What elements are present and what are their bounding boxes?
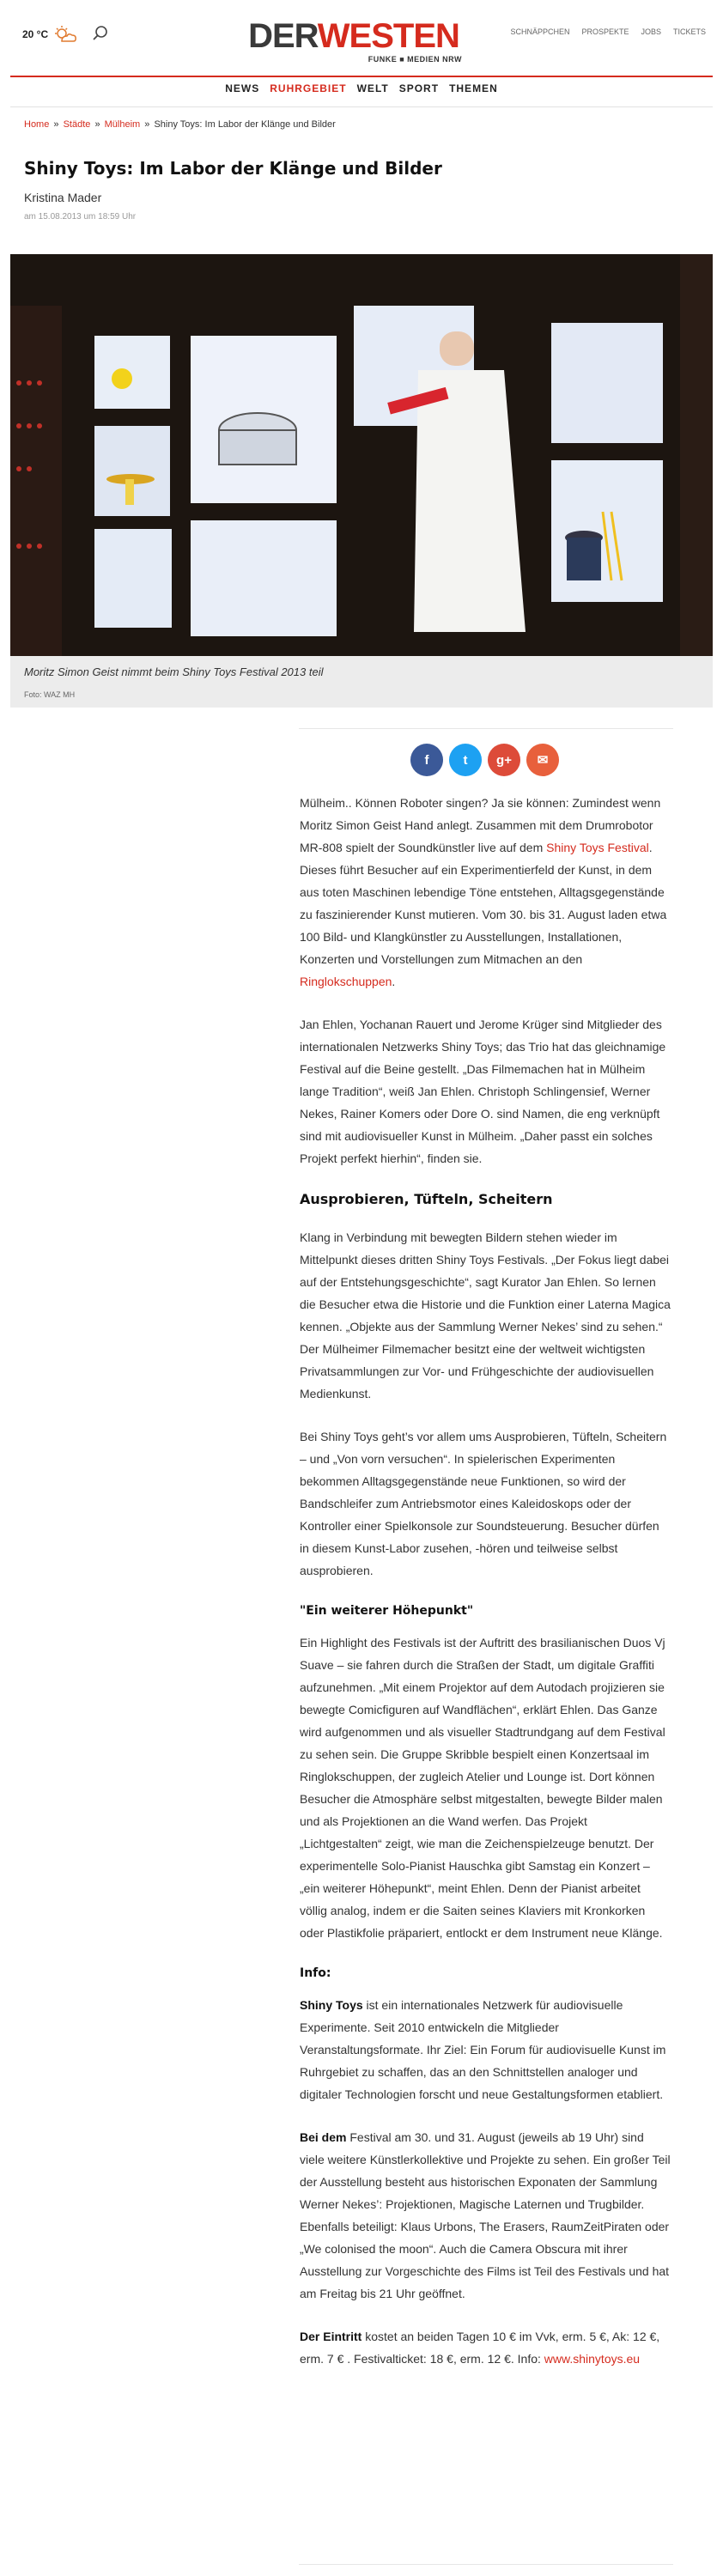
logo-westen: WESTEN [317,17,459,55]
paragraph-5: Ein Highlight des Festivals ist der Auftritt des brasilianischen Duos Vj Suave – sie fahren durch die Straßen der Stadt, um digitale Graffiti aufzunehmen. „Mit einem Projektor auf dem Autodach projizieren sie bewegte Comicfiguren auf Wandflächen“, erklärt Ehlen. Das Ganze wird aufgenommen und als visueller Stadtrundgang auf dem Festival zu sehen sein. Die Gruppe Skribble bespielt einen Konzertsaal im Ringlokschuppen, der zugleich Atelier und Lounge ist. Dort können Besucher die Atmosphäre selbst mitgestalten, bewegte Bilder malen und als Projektionen an die Wand werfen. Das Projekt „Lichtgestalten“ zeigt, wie man die Zeichenspielzeuge benutzt. Der experimentelle Solo-Pianist Hauschka gibt Samstag ein Konzert – „ein weiterer Höhepunkt“, meint Ehlen. Denn der Pianist arbeitet völlig analog, indem er die Saiten seines Klaviers mit Kronkorken oder Plastikfolie präpariert, entlockt er dem Instrument neue Klänge. [300,1636,665,1940]
facebook-share-button[interactable] [410,744,443,776]
share-divider-top [299,728,673,729]
main-navigation [0,82,723,103]
image-caption: Moritz Simon Geist nimmt beim Shiny Toys Festival 2013 teil [24,665,324,678]
link-shiny-toys-festival[interactable]: Shiny Toys Festival [546,841,649,854]
temperature: 20 °C [22,28,49,40]
nav-ruhrgebiet[interactable]: RUHRGEBIET [270,82,347,94]
link-schnaeppchen[interactable]: SCHNÄPPCHEN [510,27,570,36]
link-tickets[interactable]: TICKETS [672,27,706,36]
logo-subline: FUNKE ■ MEDIEN NRW [368,55,462,64]
link-prospekte[interactable]: PROSPEKTE [581,27,629,36]
caption-box [10,656,713,708]
article-author[interactable]: Kristina Mader [24,191,102,204]
paragraph-3: Klang in Verbindung mit bewegten Bildern stehen wieder im Mittelpunkt dieses dritten Shiny Toys Festivals. „Der Fokus liegt dabei auf der Entstehungsgeschichte“, sagt Kurator Jan Ehlen. So lernen die Besucher etwa die Historie und die Funktion einer Laterna Magica kennen. „Objekte aus der Sammlung Werner Nekes’ sind zu sehen.“ Der Mülheimer Filmemacher besitzt eine der weltweit wichtigsten Privatsammlungen zur Vor- und Frühgeschichte der audiovisuellen Medienkunst. [300,1230,671,1400]
hero-image [10,254,713,656]
subheading-info: Info: [300,1966,331,1980]
site-logo[interactable] [242,19,465,64]
nav-divider [10,106,713,107]
email-share-button[interactable] [526,744,559,776]
site-header [10,0,713,77]
breadcrumb-home[interactable]: Home [24,119,50,130]
link-shinytoys-website[interactable]: www.shinytoys.eu [544,2352,641,2366]
nav-themen[interactable]: THEMEN [449,82,498,94]
article-title: Shiny Toys: Im Labor der Klänge und Bilder [24,158,442,179]
google-plus-share-button[interactable] [488,744,520,776]
paragraph-2: Jan Ehlen, Yochanan Rauert und Jerome Krüger sind Mitglieder des internationalen Netzwerks Shiny Toys; das Trio hat das gleichnamige Festival auf die Beine gestellt. „Das Filmemachen hat in Mülheim lange Tradition“, weiß Jan Ehlen. Christoph Schlingensief, Werner Nekes, Rainer Komers oder Dore O. sind Namen, die eng verknüpft sind mit audiovisueller Kunst in Mülheim. „Daher passt ein solches Projekt perfekt hierhin“, finden sie. [300,1018,666,1165]
partly-cloudy-icon [53,26,77,43]
facebook-icon: f [424,752,429,768]
breadcrumb-city[interactable]: Mülheim [104,119,141,130]
paragraph-4: Bei Shiny Toys geht’s vor allem ums Ausprobieren, Tüfteln, Scheitern – und „Von vorn versuchen“. In spielerischen Experimenten bekommen Alltagsgegenstände neue Funktionen, so wird der Bandschleifer zum Antriebsmotor eines Kaleidoskops oder der Kontroller einer Spielkonsole zur Soundsteuerung. Besucher dürfen in diesem Kunst-Labor zusehen, -hören und teilweise selbst ausprobieren. [300,1430,667,1577]
paragraph-7: Bei dem Festival am 30. und 31. August (jeweils ab 19 Uhr) sind viele weitere Künstlerkollektive und Projekte zu sehen. Ein großer Teil der Ausstellung besteht aus historischen Exponaten der Sammlung Werner Nekes’: Projektionen, Magische Laternen und Trugbilder. Ebenfalls beteiligt: Klaus Urbons, The Erasers, RaumZeitPiraten oder „We colonised the moon“. Auch die Camera Obscura mit ihrer Ausstellung zur Vorgeschichte des Films ist Teil des Festivals und hat am Freitag bis 21 Uhr geöffnet. [300,2130,671,2300]
breadcrumb-current: Shiny Toys: Im Labor der Klänge und Bilder [154,119,336,130]
google-plus-icon: g+ [496,752,512,768]
article-end-divider [299,2564,673,2565]
link-ringlokschuppen[interactable]: Ringlokschuppen [300,975,392,988]
paragraph-1: Mülheim.. Können Roboter singen? Ja sie können: Zumindest wenn Moritz Simon Geist Hand anlegt. Zusammen mit dem Drumrobotor MR-808 spielt der Soundkünstler live auf dem Shiny Toys Festival. Dieses führt Besucher auf ein Experimentierfeld der Kunst, in dem aus toten Maschinen lebendige Töne entstehen, Alltagsgegenstände zu faszinierender Kunst mutieren. Vom 30. bis 31. August laden etwa 100 Bild- und Klangkünstler zu Ausstellungen, Installationen, Konzerten und Vorstellungen zum Mitmachen an den Ringlokschuppen. [300,796,667,988]
logo-der: DER [248,17,318,55]
weather-widget[interactable] [22,26,77,43]
breadcrumb: Home » Städte » Mülheim » Shiny Toys: Im Labor der Klänge und Bilder [24,119,336,130]
paragraph-8: Der Eintritt kostet an beiden Tagen 10 € im Vvk, erm. 5 €, Ak: 12 €, erm. 7 € . Festivalticket: 18 €, erm. 12 €. Info: www.shinytoys.eu [300,2330,660,2366]
article-date: am 15.08.2013 um 18:59 Uhr [24,212,137,222]
nav-sport[interactable]: SPORT [398,82,440,94]
search-icon[interactable] [91,24,110,43]
top-links [510,27,706,36]
paragraph-6: Shiny Toys ist ein internationales Netzwerk für audiovisuelle Experimente. Seit 2010 entwickeln die Mitglieder Veranstaltungsformate. Ihr Ziel: Ein Forum für audiovisuelle Kunst im Ruhrgebiet zu schaffen, das an den Schnittstellen analoger und digitaler Technologien forscht und neue Gestaltungsformen etabliert. [300,1998,666,2101]
link-jobs[interactable]: JOBS [641,27,661,36]
twitter-share-button[interactable] [449,744,482,776]
email-icon: ✉ [537,753,549,768]
breadcrumb-staedte[interactable]: Städte [63,119,91,130]
article-body [300,792,671,2391]
image-credit: Foto: WAZ MH [24,690,76,699]
subheading-hoehepunkt: "Ein weiterer Höhepunkt" [300,1604,474,1618]
nav-news[interactable]: NEWS [225,82,260,94]
twitter-icon: t [463,752,468,768]
subheading-ausprobieren: Ausprobieren, Tüfteln, Scheitern [300,1191,553,1207]
nav-welt[interactable]: WELT [356,82,389,94]
